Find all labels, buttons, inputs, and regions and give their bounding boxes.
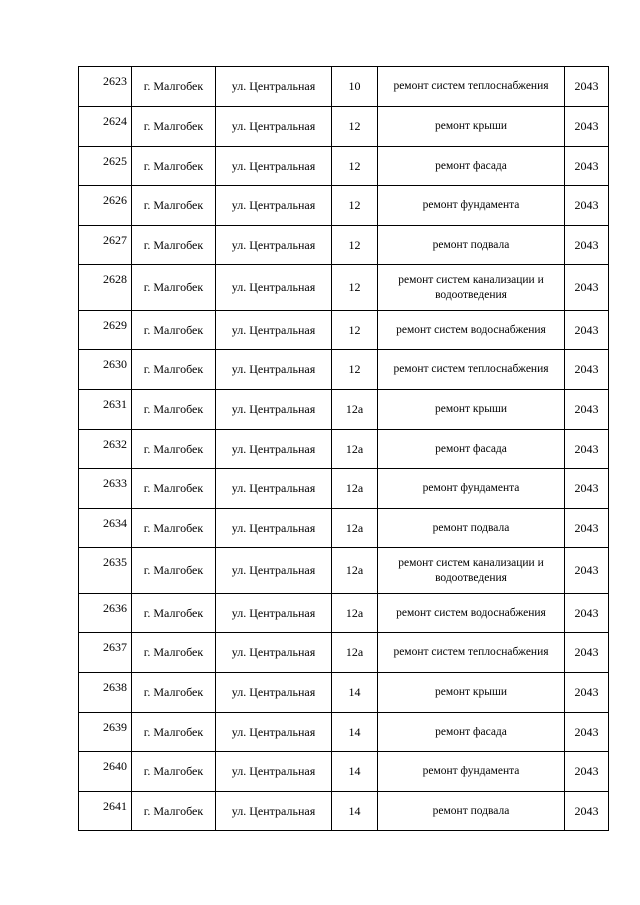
work-type-cell: ремонт подвала [378,226,565,265]
table-row [79,147,609,186]
city-cell: г. Малгобек [132,548,216,594]
row-number: 2641 [79,792,132,831]
row-number: 2630 [79,350,132,390]
work-type-cell: ремонт фасада [378,713,565,752]
city-cell: г. Малгобек [132,633,216,673]
repair-schedule-table [78,66,609,831]
row-number: 2629 [79,311,132,350]
row-number: 2632 [79,430,132,469]
work-type-cell: ремонт подвала [378,509,565,548]
year-cell: 2043 [565,713,609,752]
house-cell: 12 [332,107,378,147]
street-cell: ул. Центральная [216,311,332,350]
year-cell: 2043 [565,469,609,509]
city-cell: г. Малгобек [132,430,216,469]
house-cell: 12 [332,186,378,226]
street-cell: ул. Центральная [216,713,332,752]
work-type-cell: ремонт систем канализации и водоотведения [378,548,565,594]
house-cell: 12 [332,311,378,350]
table-row [79,67,609,107]
house-cell: 14 [332,673,378,713]
work-type-cell: ремонт крыши [378,107,565,147]
year-cell: 2043 [565,265,609,311]
row-number: 2625 [79,147,132,186]
house-cell: 14 [332,792,378,831]
street-cell: ул. Центральная [216,594,332,633]
city-cell: г. Малгобек [132,469,216,509]
work-type-cell: ремонт фундамента [378,469,565,509]
street-cell: ул. Центральная [216,107,332,147]
street-cell: ул. Центральная [216,752,332,792]
work-type-cell: ремонт фундамента [378,752,565,792]
city-cell: г. Малгобек [132,752,216,792]
row-number: 2631 [79,390,132,430]
year-cell: 2043 [565,792,609,831]
city-cell: г. Малгобек [132,107,216,147]
city-cell: г. Малгобек [132,265,216,311]
year-cell: 2043 [565,594,609,633]
house-cell: 12 [332,226,378,265]
work-type-cell: ремонт фундамента [378,186,565,226]
table-row [79,469,609,509]
house-cell: 12а [332,509,378,548]
work-type-cell: ремонт крыши [378,673,565,713]
row-number: 2633 [79,469,132,509]
city-cell: г. Малгобек [132,350,216,390]
year-cell: 2043 [565,147,609,186]
work-type-cell: ремонт систем теплоснабжения [378,67,565,107]
year-cell: 2043 [565,548,609,594]
house-cell: 14 [332,713,378,752]
street-cell: ул. Центральная [216,67,332,107]
work-type-cell: ремонт крыши [378,390,565,430]
house-cell: 12а [332,469,378,509]
table-row [79,226,609,265]
table-row [79,792,609,831]
street-cell: ул. Центральная [216,469,332,509]
row-number: 2623 [79,67,132,107]
street-cell: ул. Центральная [216,509,332,548]
table-row [79,509,609,548]
row-number: 2637 [79,633,132,673]
year-cell: 2043 [565,186,609,226]
street-cell: ул. Центральная [216,390,332,430]
year-cell: 2043 [565,752,609,792]
city-cell: г. Малгобек [132,390,216,430]
year-cell: 2043 [565,67,609,107]
row-number: 2626 [79,186,132,226]
year-cell: 2043 [565,311,609,350]
city-cell: г. Малгобек [132,509,216,548]
city-cell: г. Малгобек [132,67,216,107]
table-row [79,186,609,226]
house-cell: 12 [332,350,378,390]
house-cell: 12а [332,594,378,633]
city-cell: г. Малгобек [132,186,216,226]
row-number: 2635 [79,548,132,594]
street-cell: ул. Центральная [216,673,332,713]
street-cell: ул. Центральная [216,265,332,311]
city-cell: г. Малгобек [132,311,216,350]
row-number: 2627 [79,226,132,265]
house-cell: 12а [332,633,378,673]
street-cell: ул. Центральная [216,147,332,186]
street-cell: ул. Центральная [216,548,332,594]
year-cell: 2043 [565,107,609,147]
street-cell: ул. Центральная [216,430,332,469]
work-type-cell: ремонт фасада [378,430,565,469]
work-type-cell: ремонт систем водоснабжения [378,594,565,633]
house-cell: 12 [332,265,378,311]
year-cell: 2043 [565,226,609,265]
house-cell: 12а [332,430,378,469]
row-number: 2628 [79,265,132,311]
year-cell: 2043 [565,390,609,430]
city-cell: г. Малгобек [132,673,216,713]
work-type-cell: ремонт систем теплоснабжения [378,633,565,673]
work-type-cell: ремонт систем водоснабжения [378,311,565,350]
year-cell: 2043 [565,350,609,390]
table-row [79,713,609,752]
street-cell: ул. Центральная [216,350,332,390]
house-cell: 12а [332,390,378,430]
work-type-cell: ремонт фасада [378,147,565,186]
house-cell: 10 [332,67,378,107]
table-row [79,752,609,792]
city-cell: г. Малгобек [132,226,216,265]
table-row [79,390,609,430]
street-cell: ул. Центральная [216,226,332,265]
street-cell: ул. Центральная [216,186,332,226]
work-type-cell: ремонт подвала [378,792,565,831]
city-cell: г. Малгобек [132,792,216,831]
street-cell: ул. Центральная [216,633,332,673]
year-cell: 2043 [565,430,609,469]
table-row [79,633,609,673]
street-cell: ул. Центральная [216,792,332,831]
table-body [79,67,609,831]
work-type-cell: ремонт систем канализации и водоотведения [378,265,565,311]
table-row [79,673,609,713]
year-cell: 2043 [565,673,609,713]
city-cell: г. Малгобек [132,594,216,633]
house-cell: 12а [332,548,378,594]
row-number: 2636 [79,594,132,633]
table-row [79,350,609,390]
city-cell: г. Малгобек [132,147,216,186]
table-row [79,430,609,469]
table-row [79,594,609,633]
year-cell: 2043 [565,509,609,548]
row-number: 2640 [79,752,132,792]
table-row [79,107,609,147]
row-number: 2639 [79,713,132,752]
city-cell: г. Малгобек [132,713,216,752]
work-type-cell: ремонт систем теплоснабжения [378,350,565,390]
row-number: 2624 [79,107,132,147]
row-number: 2634 [79,509,132,548]
house-cell: 12 [332,147,378,186]
table-row [79,548,609,594]
year-cell: 2043 [565,633,609,673]
table-row [79,265,609,311]
house-cell: 14 [332,752,378,792]
table-row [79,311,609,350]
row-number: 2638 [79,673,132,713]
